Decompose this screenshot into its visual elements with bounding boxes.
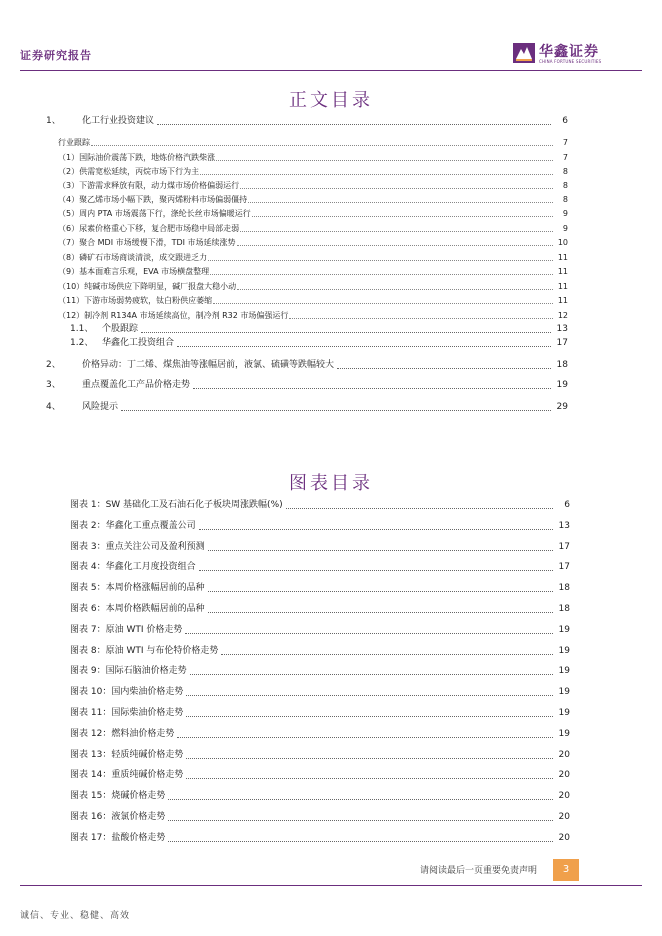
toc-entry-label: （2）供需宽松延续，丙烷市场下行为主	[58, 167, 200, 176]
toc-entry[interactable]	[58, 266, 568, 277]
disclaimer-note: 请阅读最后一页重要免责声明	[420, 866, 538, 876]
toc-leader	[252, 214, 553, 217]
toc-entry[interactable]	[58, 252, 568, 263]
toc-entry-label: （6）尿素价格重心下移，复合肥市场稳中局部走弱	[58, 224, 240, 233]
toc-entry[interactable]	[58, 152, 568, 163]
figure-entry-label: 图表 8：原油 WTI 与布伦特价格走势	[70, 645, 219, 656]
toc-entry-label: （7）聚合 MDI 市场缓慢下滑，TDI 市场延续涨势	[58, 238, 236, 247]
figure-entry-label: 图表 7：原油 WTI 价格走势	[70, 624, 183, 635]
toc-leader	[141, 330, 551, 333]
figure-entry-label: 图表 2：华鑫化工重点覆盖公司	[70, 520, 196, 531]
toc-entry[interactable]	[58, 223, 568, 234]
toc-leader	[157, 122, 551, 125]
figure-entry[interactable]	[70, 500, 570, 511]
toc-entry-label: 风险提示	[82, 402, 119, 412]
toc-entry-number: 3、	[46, 380, 61, 390]
figure-entry-page: 20	[558, 832, 570, 843]
figure-entry-label: 图表 17：盐酸价格走势	[70, 832, 166, 843]
brand-mark-icon	[513, 43, 535, 63]
toc-entry-page: 10	[557, 238, 568, 247]
figure-entry-label: 图表 12：燃料油价格走势	[70, 728, 175, 739]
toc-entry-label: 价格异动：丁二烯、煤焦油等涨幅居前，液氯、硫磺等跌幅较大	[82, 360, 335, 370]
brand-name: 华鑫证券	[539, 44, 599, 60]
toc-entry[interactable]	[58, 194, 568, 205]
toc-leader	[91, 143, 553, 146]
figure-entry[interactable]	[70, 666, 570, 677]
toc-entry-page: 12	[557, 311, 568, 320]
figure-entry-label: 图表 1：SW 基础化工及石油石化子板块周涨跌幅(%)	[70, 500, 283, 510]
figure-entry-page: 17	[558, 541, 570, 552]
toc-entry-page: 11	[557, 296, 568, 305]
toc-leader	[199, 527, 553, 530]
figure-entry-page: 18	[558, 604, 570, 614]
figure-entry[interactable]	[70, 583, 570, 594]
figure-entry[interactable]	[70, 791, 570, 802]
toc-leader	[168, 818, 553, 821]
toc-entry-number: 4、	[46, 402, 61, 412]
toc-leader	[240, 186, 553, 189]
figure-entry[interactable]	[70, 750, 570, 761]
toc-leader	[208, 548, 553, 551]
toc-entry-page: 8	[562, 181, 568, 190]
figure-entry-label: 图表 9：国际石脑油价格走势	[70, 666, 187, 677]
toc-leader	[199, 568, 553, 571]
toc-entry-label: （10）纯碱市场供应下降明显，碱厂报盘大稳小动	[58, 282, 237, 291]
toc-entry-page: 8	[562, 195, 568, 204]
toc-entry-page: 29	[556, 402, 568, 412]
toc-leader	[248, 200, 553, 203]
toc-leader	[289, 316, 553, 319]
toc-entry[interactable]	[58, 180, 568, 191]
toc-entry[interactable]	[70, 338, 568, 349]
toc-leader	[186, 693, 553, 696]
figure-entry[interactable]	[70, 812, 570, 823]
brand-name-en: CHINA FORTUNE SECURITIES	[539, 59, 602, 64]
toc-entry-page: 11	[557, 253, 568, 262]
toc-entry-page: 19	[556, 380, 568, 390]
figure-entry-label: 图表 11：国际柴油价格走势	[70, 708, 184, 718]
toc-leader	[186, 756, 553, 759]
figure-entry[interactable]	[70, 562, 570, 573]
toc-entry-label: （12）制冷剂 R134A 市场延续高位，制冷剂 R32 市场偏强运行	[58, 311, 289, 320]
figure-entry-page: 19	[558, 666, 570, 677]
figure-entry-label: 图表 5：本周价格涨幅居前的品种	[70, 583, 205, 594]
figure-entry[interactable]	[70, 770, 570, 781]
toc-entry-number: 1.2、	[70, 338, 94, 348]
toc-entry-page: 7	[562, 153, 568, 162]
figure-entry-label: 图表 15：烧碱价格走势	[70, 791, 166, 802]
toc-entry-label: 个股跟踪	[102, 324, 139, 334]
figure-entry-label: 图表 13：轻质纯碱价格走势	[70, 749, 184, 760]
brand-logo	[513, 41, 633, 65]
toc-leader	[221, 652, 553, 655]
toc-entry[interactable]	[58, 295, 568, 306]
toc-leader	[210, 272, 553, 275]
toc-entry-page: 6	[562, 116, 568, 126]
toc-entry-label: （3）下游需求释放有限，动力煤市场价格偏弱运行	[58, 181, 240, 190]
toc-entry[interactable]	[58, 208, 568, 219]
figure-entry-page: 20	[558, 749, 570, 760]
figure-entry-label: 图表 14：重质纯碱价格走势	[70, 770, 184, 781]
figure-entry-page: 19	[558, 687, 570, 698]
figure-entry-page: 19	[558, 624, 570, 635]
figure-entry[interactable]	[70, 542, 570, 553]
toc-leader	[216, 158, 553, 161]
toc-entry[interactable]	[58, 137, 568, 148]
toc-entry-label: （9）基本面难言乐观，EVA 市场横盘整理	[58, 267, 210, 276]
figure-entry[interactable]	[70, 833, 570, 844]
figure-entry-label: 图表 10：国内柴油价格走势	[70, 687, 184, 698]
figure-entry-page: 17	[558, 562, 570, 573]
figure-entry-page: 20	[558, 770, 570, 781]
figure-entry-page: 6	[564, 500, 570, 510]
toc-entry-page: 17	[556, 338, 568, 348]
toc-leader	[177, 344, 551, 347]
toc-entry-page: 18	[556, 360, 568, 370]
figure-entry-page: 19	[558, 708, 570, 718]
figure-entry[interactable]	[70, 625, 570, 636]
toc-entry-number: 2、	[46, 360, 61, 370]
toc-entry[interactable]	[46, 116, 568, 127]
toc-entry-label: （1）国际油价震荡下跌，地炼价格汽跌柴涨	[58, 153, 216, 162]
toc-leader	[286, 506, 553, 509]
figure-entry-label: 图表 3：重点关注公司及盈利预测	[70, 541, 205, 552]
toc-leader	[190, 672, 553, 675]
toc-leader	[168, 839, 553, 842]
figure-entry[interactable]	[70, 646, 570, 657]
figure-entry-label: 图表 6：本周价格跌幅居前的品种	[70, 604, 205, 614]
toc-entry-label: （4）聚乙烯市场小幅下跌，聚丙烯粉料市场偏弱僵持	[58, 195, 248, 204]
toc-entry-page: 8	[562, 167, 568, 176]
toc-entry-number: 1、	[46, 116, 61, 126]
toc-entry-page: 11	[557, 267, 568, 276]
toc-entry-label: （11）下游市场弱势疲软，钛白粉供应萎缩	[58, 296, 213, 305]
toc-leader	[121, 408, 551, 411]
toc-entry-label: （5）周内 PTA 市场震荡下行，涤纶长丝市场偏暖运行	[58, 209, 251, 218]
toc-leader	[237, 287, 553, 290]
toc-leader	[237, 243, 553, 246]
toc-entry[interactable]	[58, 166, 568, 177]
figure-entry-page: 20	[558, 791, 570, 802]
toc-entry-label: 华鑫化工投资组合	[102, 338, 175, 348]
toc-leader	[208, 589, 553, 592]
figure-entry-page: 19	[558, 645, 570, 656]
figure-entry-page: 18	[558, 583, 570, 594]
toc-entry-page: 7	[562, 138, 568, 147]
toc-leader	[168, 797, 553, 800]
toc-entry-page: 9	[562, 224, 568, 233]
toc-entry[interactable]	[70, 324, 568, 335]
toc-leader	[193, 386, 551, 389]
toc-entry-page: 11	[557, 282, 568, 291]
toc-title: 正文目录	[289, 90, 373, 111]
toc-entry-page: 9	[562, 209, 568, 218]
toc-leader	[185, 631, 553, 634]
toc-entry[interactable]	[46, 402, 568, 413]
page-number: 3	[553, 859, 579, 881]
toc-leader	[208, 258, 553, 261]
figure-entry[interactable]	[70, 604, 570, 615]
toc-entry-page: 13	[556, 324, 568, 334]
toc-entry[interactable]	[58, 310, 568, 321]
toc-entry-label: 重点覆盖化工产品价格走势	[82, 380, 191, 390]
footer-divider	[20, 885, 642, 886]
header-divider	[20, 70, 642, 71]
toc-leader	[186, 714, 553, 717]
toc-leader	[208, 610, 553, 613]
figures-title: 图表目录	[289, 473, 373, 494]
toc-entry[interactable]	[58, 281, 568, 292]
toc-entry[interactable]	[46, 360, 568, 371]
figure-entry-label: 图表 4：华鑫化工月度投资组合	[70, 562, 196, 573]
toc-leader	[186, 776, 553, 779]
toc-leader	[177, 735, 553, 738]
figure-entry[interactable]	[70, 708, 570, 719]
toc-entry-label: 行业跟踪	[58, 138, 90, 147]
figure-entry[interactable]	[70, 687, 570, 698]
figure-entry-page: 20	[558, 812, 570, 822]
toc-leader	[200, 172, 553, 175]
figure-entry-label: 图表 16：液氯价格走势	[70, 812, 166, 822]
toc-entry-number: 1.1、	[70, 324, 94, 334]
toc-entry-label: （8）磷矿石市场商谈清淡，成交跟进乏力	[58, 253, 208, 262]
figure-entry[interactable]	[70, 729, 570, 740]
figure-entry-page: 13	[558, 520, 570, 531]
toc-leader	[240, 229, 553, 232]
toc-entry[interactable]	[58, 237, 568, 248]
report-type-label: 证券研究报告	[20, 49, 92, 62]
figure-entry-page: 19	[558, 728, 570, 739]
toc-entry[interactable]	[46, 380, 568, 391]
footer-slogan: 诚信、专业、稳健、高效	[20, 911, 131, 921]
toc-entry-label: 化工行业投资建议	[82, 116, 155, 126]
figure-entry[interactable]	[70, 521, 570, 532]
toc-leader	[213, 301, 553, 304]
toc-leader	[337, 366, 551, 369]
